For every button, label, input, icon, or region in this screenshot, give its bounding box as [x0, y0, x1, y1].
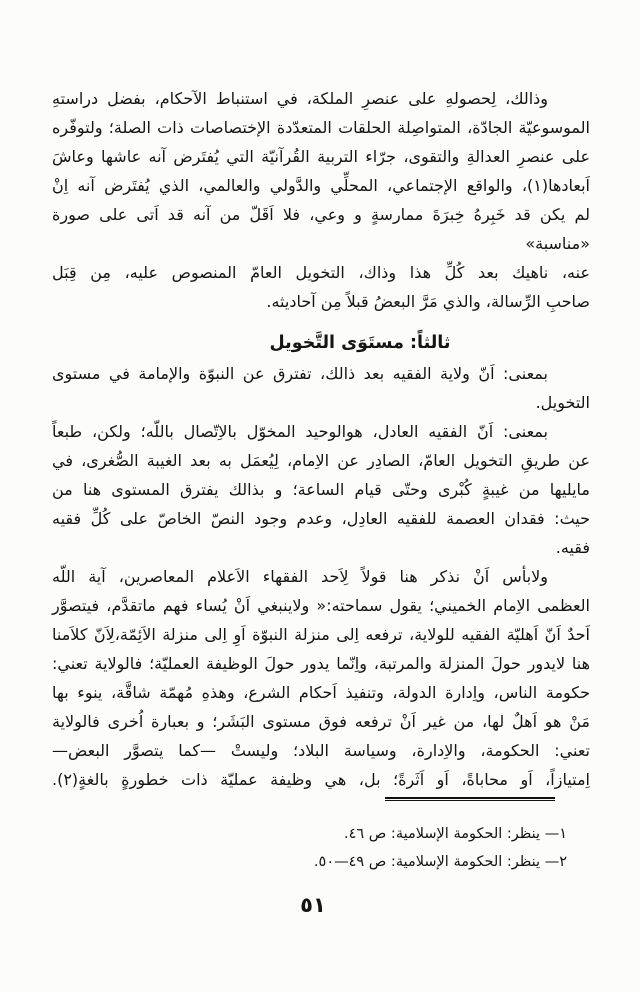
body-line: تعني: الحكومة، والاِدارة، وسياسة البلاد؛ وليستْ —كما يتصوَّر البعض— [52, 741, 590, 760]
body-line: اَبعادها(١)، والواقع الإجتماعي، المحلِّي والدَّولي والعالمي، الذي يُفتَرض آنه اِنْ [52, 176, 590, 195]
paragraph [52, 84, 590, 316]
paragraph [52, 417, 590, 562]
body-line: لم يكن قد خَبِرهُ خِبرَةَ ممارسةٍ و وعي، فلا اَقَلّ من آنه قد اَتى على صورة «مناسبة» [52, 205, 590, 253]
body-line: حيث: فقدان العصمة للفقيه العادِل، وعدم وجود النصّ الخاصّ على كُلِّ فقيه [52, 509, 590, 528]
body-line: حكومة الناس، واِدارة الدولة، وتنفيذ اَحكام الشرع، وهذهِ مُهمّة شاقَّة، ينوء بها [52, 683, 590, 702]
body-text [52, 84, 590, 794]
body-line: هنا لايدور حولَ المنزلة والمرتبة، واِنّما يدور حولَ الوظيفة العمليّة؛ فالولاية تعني: [52, 654, 590, 673]
body-line: فقيه. [555, 538, 590, 557]
page-number: ٥١ [300, 893, 326, 917]
section-heading: ثالثاً: مستَوَى التَّخويل [269, 333, 451, 353]
footnote: ١— ينظر: الحكومة الإسلامية: ص ٤٦. [344, 826, 567, 842]
body-line: عن طريقِ التخويل العامّ، الصادِر عن الاِمام، لِيُعمَل به بعد الغيبة الصُّغرى، في [52, 451, 590, 470]
body-line: وذالك، لِحصولهِ على عنصرِ الملكة، في استنباط الآحكام، بفضل دراستهِ [52, 89, 548, 108]
body-line: مَنْ هو اَهلٌ لها، من غير اَنْ ترفعه فوق مستوى البَشَر؛ و بعبارة اُخرى فالولاية [52, 712, 590, 731]
footnote: ٢— ينظر: الحكومة الإسلامية: ص ٤٩—٥٠. [313, 854, 567, 870]
body-line: على عنصرِ العدالةِ والتقوى، جرّاء التربية القُرآنيّة التي يُفتَرض آنه عاشها وعاشَ [52, 147, 590, 166]
footnote-list [60, 820, 567, 876]
body-line: التخويل. [535, 393, 590, 412]
body-line: بمعنى: اَنّ ولاية الفقيه بعد ذالك، تفترق عن النبوّة والإمامة في مستوى [52, 364, 548, 383]
body-line: صاحبِ الرِّسالة، والذي مَرَّ البعضُ قبلاً مِن آحاديثه. [266, 292, 590, 311]
body-line: مايليها من غيبةٍ كُبْرى وحتّى قيام الساعة؛ و بذالك يفترق المستوى هنا من [52, 480, 590, 499]
paragraph [52, 359, 590, 417]
paragraph [52, 562, 590, 794]
body-line: الموسوعيّة الجادّة، المتواصِلة الحلقات المتعدّدة الإختصاصات ذات الصلة؛ ولتوفّره [52, 118, 590, 137]
body-line: بمعنى: اَنّ الفقيه العادل، هوالوحيد المخوّل بالاِتّصال باللّه؛ ولكن، طبعاً [52, 422, 548, 441]
body-line: عنه، ناهيك بعد كُلِّ هذا وذاك، التخويل العامّ المنصوص عليه، مِن قِبَل [52, 263, 590, 282]
body-line: اَحدٌ اَنّ اَهليّة الفقيه للولاية، ترفعه اِلى منزلة النبوّة اَوِ اِلى منزلة الاَئِمّة،لِاَنّ كلاَمنا [52, 625, 590, 644]
body-line: ولابأس اَنْ نذكر هنا قولاً لِاَحد الفقهاء الاَعلام المعاصرين، آية اللّه [52, 567, 548, 586]
body-line: العظمى الاِمام الخميني؛ يقول سماحته:« ولاينبغي اَنْ يُساء فهم ماتقدَّم، فيتصوَّر [52, 596, 590, 615]
footnote-separator [385, 797, 555, 801]
body-line: اِمتيازاً، اَو محاباةً، اَو اَثَرةً؛ بل، هي وظيفة عمليّة ذات خطورةٍ بالغةٍ(٢). [52, 770, 590, 789]
